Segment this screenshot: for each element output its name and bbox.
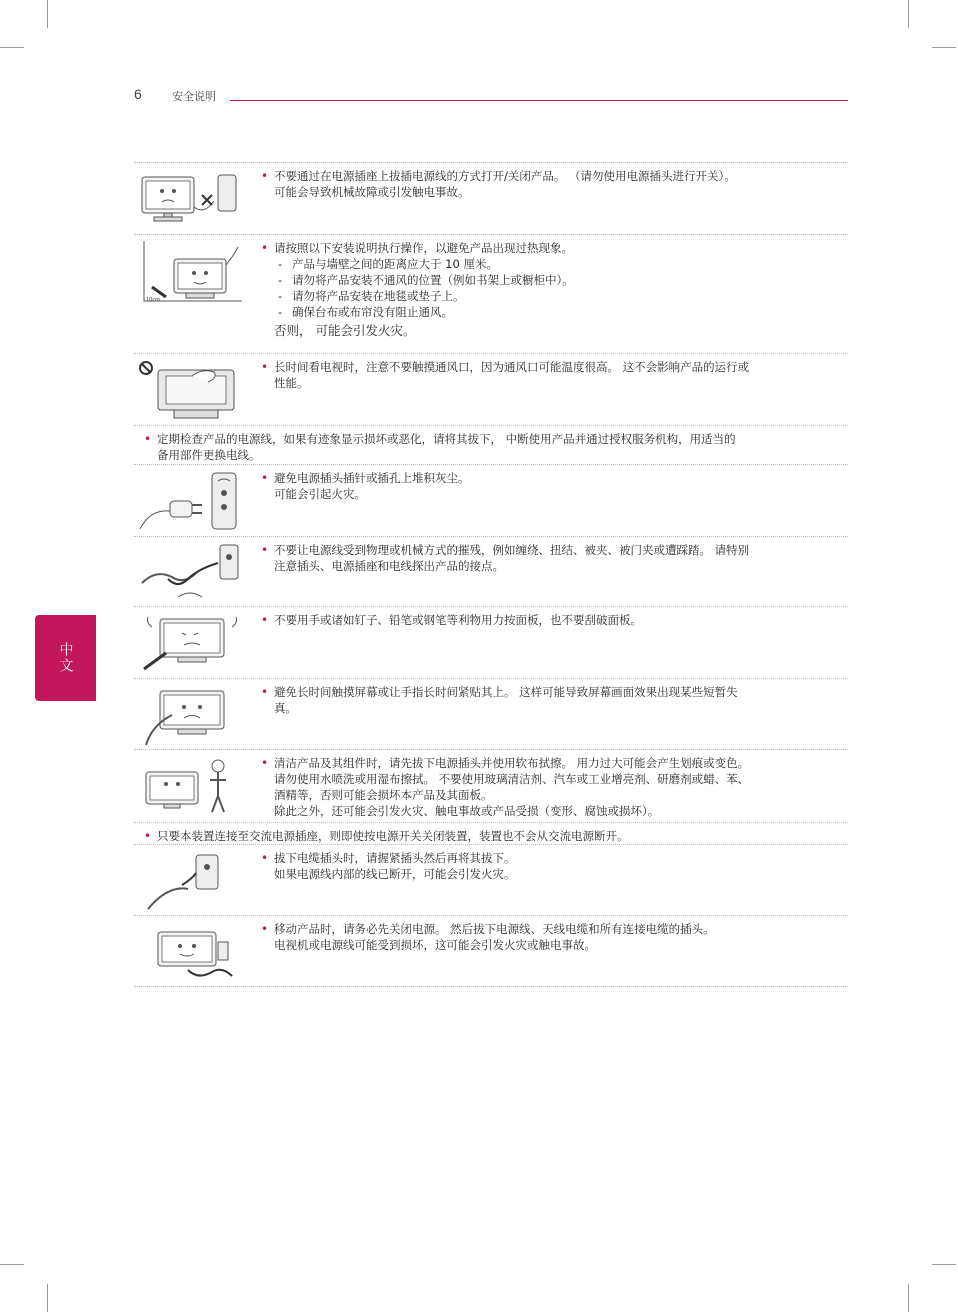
sub-item-text: 确保台布或布帘没有阻止通风。 xyxy=(292,305,453,319)
bullet-text: 移动产品时，请务必先关闭电源。 然后拔下电源线、天线电缆和所有连接电缆的插头。 xyxy=(274,922,715,936)
cord-twist-illustration xyxy=(138,543,242,605)
safety-item-text xyxy=(261,684,828,716)
safety-item xyxy=(134,606,848,678)
sub-item-text: 产品与墙壁之间的距离应大于 10 厘米。 xyxy=(292,257,498,271)
bullet-dot: • xyxy=(261,922,269,936)
bullet-dot: • xyxy=(144,829,152,843)
cleaning-tv-illustration xyxy=(138,756,242,816)
continuation-line: 如果电源线内部的线已断开，可能会引发火灾。 xyxy=(274,867,516,881)
bullet-text: 避免电源插头插针或插孔上堆积灰尘。 xyxy=(274,471,470,485)
header-rule xyxy=(230,100,848,101)
continuation-line: 可能会导致机械故障或引发触电事故。 xyxy=(274,185,470,199)
safety-list xyxy=(134,162,848,987)
section-title: 安全说明 xyxy=(172,90,216,103)
crop-mark xyxy=(47,0,48,28)
bullet-line xyxy=(261,542,828,558)
safety-item xyxy=(134,353,848,425)
tv-vent-no-touch-illustration xyxy=(138,360,242,422)
safety-item-text xyxy=(261,921,828,953)
consequence-line: 否则， 可能会引发火灾。 xyxy=(274,323,416,338)
bullet-dot: • xyxy=(261,169,269,183)
safety-item-text xyxy=(261,755,828,819)
bullet-text: 只要本装置连接至交流电源插座，则即使按电源开关关闭装置，装置也不会从交流电源断开。 xyxy=(157,829,629,843)
language-tab-label: 中文 xyxy=(57,642,74,674)
continuation-line: 备用部件更换电线。 xyxy=(157,448,261,462)
safety-item-text xyxy=(144,431,828,463)
bullet-text: 请按照以下安装说明执行操作，以避免产品出现过热现象。 xyxy=(274,241,573,255)
sub-item-dash: - xyxy=(278,257,283,271)
sub-item xyxy=(261,272,828,288)
bullet-line xyxy=(144,828,828,844)
crop-mark xyxy=(47,1284,48,1312)
bullet-text: 不要让电源线受到物理或机械方式的摧残，例如缠绕、扭结、被夹、被门夹或遭踩踏。 请特别 xyxy=(274,543,750,557)
safety-item xyxy=(134,162,848,234)
safety-item xyxy=(134,464,848,536)
sub-item-dash: - xyxy=(278,289,283,303)
svg-text:10cm: 10cm xyxy=(146,297,160,303)
continuation-line: 除此之外，还可能会引发火灾、触电事故或产品受损（变形、腐蚀或损坏）。 xyxy=(274,804,660,818)
continuation-line: 真。 xyxy=(274,701,297,715)
bullet-dot: • xyxy=(261,685,269,699)
continuation-line: 注意插头、电源插座和电线探出产品的接点。 xyxy=(274,559,504,573)
sub-item-dash: - xyxy=(278,273,283,287)
safety-item xyxy=(134,915,848,987)
safety-item-text xyxy=(261,470,828,502)
bullet-line xyxy=(261,684,828,700)
continuation-line: 性能。 xyxy=(274,376,309,390)
bullet-line xyxy=(261,612,828,628)
safety-item xyxy=(134,536,848,606)
sub-item xyxy=(261,288,828,304)
bullet-line xyxy=(261,168,828,184)
safety-item-text xyxy=(261,542,828,574)
bullet-dot: • xyxy=(261,613,269,627)
bullet-dot: • xyxy=(261,543,269,557)
safety-item xyxy=(134,678,848,749)
page-header xyxy=(134,86,848,102)
crop-mark xyxy=(0,47,24,48)
tv-unplug-illustration xyxy=(138,169,242,225)
bullet-dot: • xyxy=(144,432,152,446)
safety-item-text xyxy=(261,168,828,200)
bullet-text: 避免长时间触摸屏幕或让手指长时间紧贴其上。 这样可能导致屏幕画面效果出现某些短暂失 xyxy=(274,685,738,699)
continuation-line: 酒精等，否则可能会损坏本产品及其面板。 xyxy=(274,788,493,802)
safety-item xyxy=(134,749,848,822)
safety-item xyxy=(134,822,848,844)
crop-mark xyxy=(932,47,956,48)
bullet-line xyxy=(261,755,828,771)
bullet-line xyxy=(261,921,828,937)
page-number: 6 xyxy=(134,86,142,102)
finger-touch-screen-illustration xyxy=(138,685,242,747)
unplug-grip-illustration xyxy=(138,851,242,915)
bullet-text: 定期检查产品的电源线，如果有迹象显示损坏或恶化，请将其拔下， 中断使用产品并通过授权服务机构，用适当的 xyxy=(157,432,736,446)
sub-item-text: 请勿将产品安装不通风的位置（例如书架上或橱柜中）。 xyxy=(292,273,574,287)
pen-scratch-screen-illustration xyxy=(138,613,242,673)
sub-item xyxy=(261,256,828,272)
bullet-dot: • xyxy=(261,360,269,374)
tv-wall-distance-illustration xyxy=(138,241,242,309)
bullet-text: 长时间看电视时，注意不要触摸通风口，因为通风口可能温度很高。 这不会影响产品的运行或 xyxy=(274,360,750,374)
bullet-text: 不要通过在电源插座上拔插电源线的方式打开/关闭产品。 （请勿使用电源插头进行开关）。 xyxy=(274,169,736,183)
crop-mark xyxy=(908,1284,909,1312)
bullet-line xyxy=(144,431,828,447)
safety-item-text xyxy=(261,612,828,628)
bullet-dot: • xyxy=(261,851,269,865)
safety-item xyxy=(134,234,848,353)
sub-item-text: 请勿将产品安装在地毯或垫子上。 xyxy=(292,289,465,303)
safety-item xyxy=(134,425,848,464)
safety-item-text xyxy=(261,359,828,391)
continuation-line: 电视机或电源线可能受到损坏，这可能会引发火灾或触电事故。 xyxy=(274,938,596,952)
bullet-dot: • xyxy=(261,756,269,770)
safety-item-text xyxy=(261,240,828,339)
safety-item-text xyxy=(261,850,828,882)
safety-item xyxy=(134,844,848,915)
crop-mark xyxy=(932,1264,956,1265)
bullet-dot: • xyxy=(261,241,269,255)
sub-item-dash: - xyxy=(278,305,283,319)
plug-dust-illustration xyxy=(138,471,242,535)
bullet-line xyxy=(261,359,828,375)
safety-item-text xyxy=(144,828,828,844)
continuation-line: 请勿使用水喷洗或用湿布擦拭。 不要使用玻璃清洁剂、汽车或工业增亮剂、研磨剂或蜡、苯、 xyxy=(274,772,750,786)
move-tv-cables-illustration xyxy=(138,922,242,984)
bullet-text: 清洁产品及其组件时，请先拔下电源插头并使用软布拭擦。 用力过大可能会产生划痕或变色。 xyxy=(274,756,750,770)
bullet-line xyxy=(261,240,828,256)
crop-mark xyxy=(908,0,909,28)
sub-item xyxy=(261,304,828,320)
crop-mark xyxy=(0,1264,24,1265)
continuation-line: 可能会引起火灾。 xyxy=(274,487,366,501)
bullet-dot: • xyxy=(261,471,269,485)
bullet-line xyxy=(261,850,828,866)
bullet-line xyxy=(261,470,828,486)
language-tab xyxy=(35,615,96,701)
bullet-text: 拔下电缆插头时，请握紧插头然后再将其拔下。 xyxy=(274,851,516,865)
bullet-text: 不要用手或诸如钉子、铅笔或钢笔等利物用力按面板，也不要刮破面板。 xyxy=(274,613,642,627)
